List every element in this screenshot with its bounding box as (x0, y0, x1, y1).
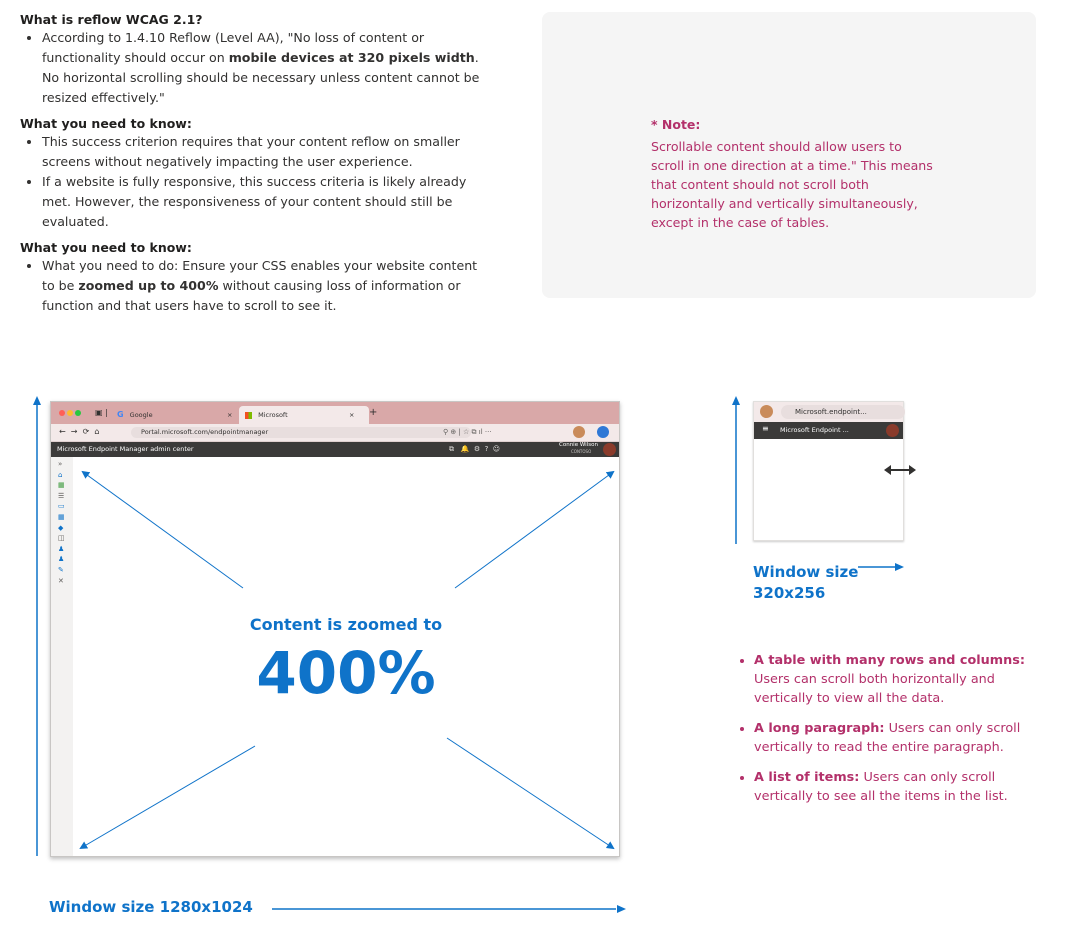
mobile-window-label-line2: 320x256 (753, 584, 826, 602)
header-icons[interactable]: ⧉ 🔔 ⚙ ? ☺ (449, 445, 501, 453)
example-title: A long paragraph: (754, 721, 885, 736)
example-item (754, 651, 1028, 708)
emphasis-text: zoomed up to 400% (78, 278, 219, 293)
examples-list-container (738, 651, 1028, 817)
home-icon[interactable]: ⌂ (58, 470, 63, 479)
example-title: A table with many rows and columns: (754, 653, 1025, 668)
horizontal-arrow-bottom (272, 903, 626, 915)
list-item (42, 172, 490, 232)
app-title: Microsoft Endpoint Manager admin center (57, 445, 194, 453)
example-item (754, 768, 1028, 806)
example-text: Users can only scroll vertically to read the entire paragraph. (754, 721, 1021, 755)
mobile-app-title: Microsoft Endpoint ... (780, 426, 849, 434)
new-tab-icon[interactable]: + (369, 407, 378, 418)
note-box (542, 12, 1036, 298)
example-item (754, 719, 1028, 757)
mobile-url-field[interactable]: Microsoft.endpoint... (781, 405, 905, 419)
example-text: Users can only scroll vertically to see all the items in the list. (754, 770, 1008, 804)
tab-microsoft-close-icon[interactable]: × (349, 411, 355, 419)
horizontal-resize-icon (884, 463, 916, 477)
body-text: . No horizontal scrolling should be necessary unless content cannot be resized effectively." (42, 50, 480, 105)
emphasis-text: mobile devices at 320 pixels width (228, 50, 475, 65)
section-heading: What is reflow WCAG 2.1? (20, 12, 203, 27)
mobile-address-bar (754, 402, 903, 422)
mobile-window-label-line1: Window size (753, 563, 859, 581)
section-list (20, 132, 490, 232)
tab-microsoft-label: Microsoft (258, 411, 288, 419)
section-list (20, 256, 490, 316)
horizontal-arrow-mobile (858, 561, 904, 573)
section-list (20, 28, 490, 108)
section-heading: What you need to know: (20, 116, 192, 131)
body-text: According to 1.4.10 Reflow (Level AA), "No loss of content or functionality should occur on (42, 30, 425, 65)
mobile-profile-avatar[interactable] (760, 405, 773, 418)
body-text: What you need to do: Ensure your CSS enables your website content to be (42, 258, 478, 293)
google-icon: G (117, 410, 124, 419)
nav-buttons-icon[interactable]: ← → ⟳ ⌂ (59, 427, 100, 436)
security-icon[interactable]: ◆ (58, 523, 64, 532)
user-org: CONTOSO (571, 449, 592, 454)
devices-icon[interactable]: ▭ (58, 502, 65, 511)
users-icon[interactable]: ♟ (58, 544, 65, 553)
url-field[interactable]: Portal.microsoft.com/endpointmanager (131, 427, 471, 438)
vertical-arrow-left (30, 396, 44, 856)
mobile-window-label (753, 562, 858, 604)
groups-icon[interactable]: ♟ (58, 555, 65, 564)
list-icon[interactable]: ☰ (58, 491, 65, 500)
zoom-arrows (51, 402, 619, 856)
expand-icon[interactable]: » (58, 460, 63, 468)
reports-icon[interactable]: ◫ (58, 534, 65, 543)
roles-icon[interactable]: ✎ (58, 565, 64, 574)
list-item (42, 256, 490, 316)
user-name: Connie Wilson (559, 442, 598, 448)
example-title: A list of items: (754, 770, 860, 785)
example-text: Users can scroll both horizontally and vertically to view all the data. (754, 672, 995, 706)
body-text: If a website is fully responsive, this success criteria is likely already met. However, the responsiveness of your content should still be evaluated. (42, 174, 467, 229)
apps-icon[interactable]: ▦ (58, 512, 65, 521)
tools-icon[interactable]: ✕ (58, 576, 64, 585)
list-item (42, 28, 490, 108)
tab-google-close-icon[interactable]: × (227, 411, 233, 419)
tab-google-label: Google (129, 411, 153, 419)
sections-container (20, 12, 490, 316)
note-title: * Note: (651, 117, 701, 132)
desktop-window-label: Window size 1280x1024 (49, 898, 253, 916)
tab-actions-icon[interactable]: ▣ | (95, 408, 108, 417)
zoom-caption: Content is zoomed to (249, 615, 443, 634)
body-text: This success criterion requires that your content reflow on smaller screens without negatively impacting the user experience. (42, 134, 460, 169)
mobile-browser-window (753, 401, 904, 541)
note-text: Scrollable content should allow users to scroll in one direction at a time." This means that content should not scroll both horizontally and vertically simultaneously, except in the case of tables. (651, 139, 933, 230)
hamburger-icon[interactable]: ≡ (762, 424, 769, 433)
zoom-value: 400% (256, 639, 436, 707)
examples-list (738, 651, 1028, 806)
body-text: without causing loss of information or function and that users have to scroll to see it. (42, 278, 461, 313)
mobile-app-header (754, 422, 903, 439)
wcag-text-column (20, 12, 490, 316)
desktop-browser-window (50, 401, 620, 857)
mobile-user-avatar[interactable] (886, 424, 899, 437)
section-heading: What you need to know: (20, 240, 192, 255)
browser-toolbar-icons[interactable]: ⚲ ⊕ | ☆ ⧉ ıl ··· (443, 428, 492, 436)
list-item (42, 132, 490, 172)
dashboard-icon[interactable]: ▦ (58, 481, 65, 490)
vertical-arrow-mobile (729, 396, 743, 544)
